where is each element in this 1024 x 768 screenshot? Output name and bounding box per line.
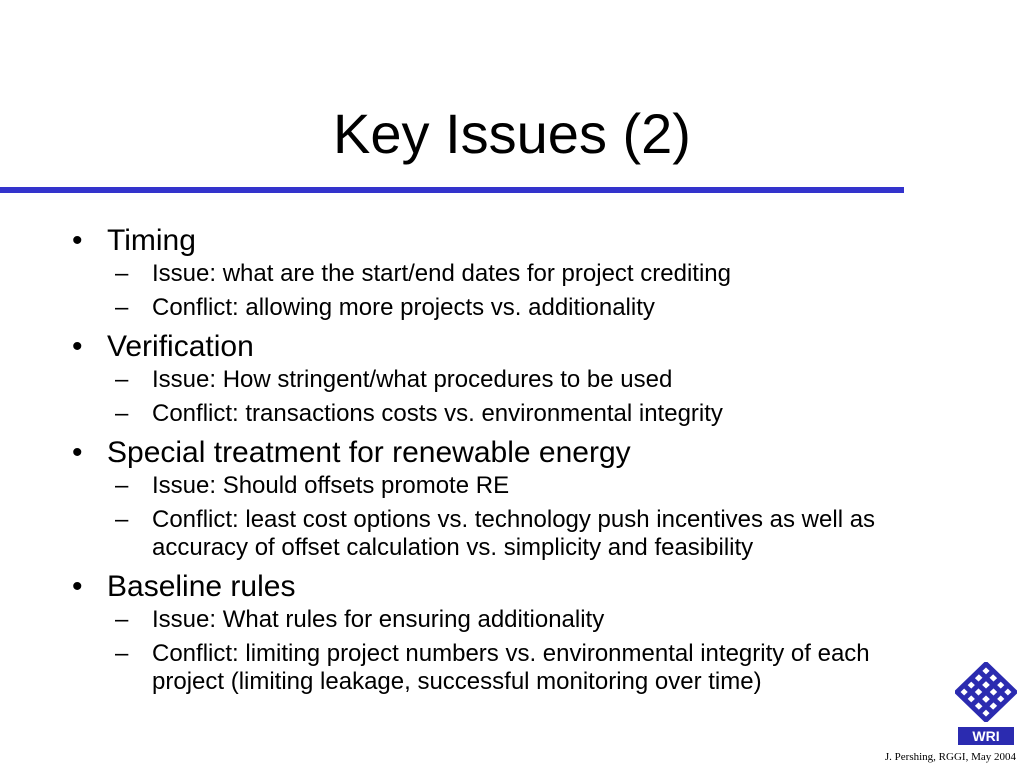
sub-marker: – <box>115 472 129 499</box>
sub-list <box>107 472 972 562</box>
sub-item <box>107 606 972 634</box>
sub-item <box>107 506 972 562</box>
slide-title: Key Issues (2) <box>333 102 691 165</box>
title-divider <box>0 187 904 193</box>
sub-marker: – <box>115 606 129 633</box>
sub-item <box>107 260 972 288</box>
bullet-marker: • <box>72 330 83 363</box>
sub-marker: – <box>115 506 129 533</box>
sub-item <box>107 472 972 500</box>
bullet-text: Verification <box>107 330 254 363</box>
bullet-text: Timing <box>107 224 196 257</box>
sub-text: Conflict: allowing more projects vs. additionality <box>152 294 655 321</box>
sub-list <box>107 366 972 428</box>
bullet-marker: • <box>72 224 83 257</box>
sub-item <box>107 366 972 394</box>
sub-text: Conflict: least cost options vs. technology push incentives as well as accuracy of offset calculation vs. simplicity and feasibility <box>152 506 876 561</box>
sub-text: Issue: How stringent/what procedures to be used <box>152 366 673 393</box>
bullet-item-renewable-energy <box>72 434 972 562</box>
bullet-list <box>72 222 972 702</box>
sub-marker: – <box>115 260 129 287</box>
sub-text: Conflict: transactions costs vs. environmental integrity <box>152 400 723 427</box>
sub-item <box>107 640 972 696</box>
sub-marker: – <box>115 294 129 321</box>
sub-item <box>107 400 972 428</box>
bullet-item-verification <box>72 328 972 428</box>
bullet-text: Special treatment for renewable energy <box>107 436 631 469</box>
sub-list <box>107 260 972 322</box>
slide-footer: J. Pershing, RGGI, May 2004 <box>884 751 1016 763</box>
bullet-item-baseline-rules <box>72 568 972 696</box>
sub-marker: – <box>115 640 129 667</box>
bullet-marker: • <box>72 436 83 469</box>
bullet-marker: • <box>72 570 83 603</box>
wri-logo-icon <box>955 662 1017 722</box>
sub-marker: – <box>115 400 129 427</box>
sub-marker: – <box>115 366 129 393</box>
logo-label: WRI <box>958 727 1014 745</box>
sub-text: Issue: What rules for ensuring additionality <box>152 606 605 633</box>
sub-text: Issue: Should offsets promote RE <box>152 472 510 499</box>
bullet-item-timing <box>72 222 972 322</box>
sub-list <box>107 606 972 696</box>
bullet-text: Baseline rules <box>107 570 296 603</box>
sub-item <box>107 294 972 322</box>
sub-text: Issue: what are the start/end dates for project crediting <box>152 260 731 287</box>
sub-text: Conflict: limiting project numbers vs. environmental integrity of each project (limiting leakage, successful monitoring over time) <box>152 640 870 695</box>
